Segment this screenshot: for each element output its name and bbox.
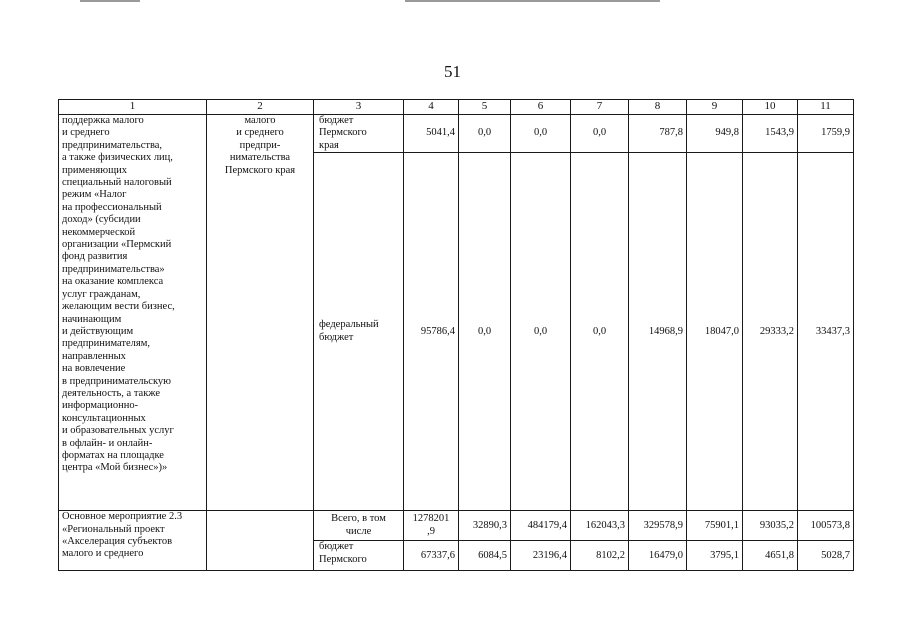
text-line: и образовательных услуг: [62, 425, 174, 437]
column-header: 9: [687, 100, 743, 115]
text-line: края: [319, 139, 339, 151]
column-header: 6: [511, 100, 571, 115]
text-line: поддержка малого: [62, 115, 144, 126]
value-cell: 1543,9: [743, 115, 798, 153]
text-line: «Акселерация субъектов: [62, 536, 173, 548]
text-line: ,9: [427, 525, 435, 537]
text-line: форматах на площадке: [62, 449, 164, 461]
value-cell: 32890,3: [459, 511, 511, 541]
text-line: на оказание комплекса: [62, 276, 164, 288]
column-header: 3: [314, 100, 404, 115]
responsible-executor-cell: [207, 511, 314, 571]
text-line: применяющих: [62, 164, 128, 176]
value-cell: 0,0: [511, 153, 571, 511]
text-line: консультационных: [62, 412, 146, 424]
text-line: Пермского: [319, 553, 367, 565]
scan-artifact-line: [80, 0, 140, 2]
value-cell: [404, 511, 459, 541]
value-cell: 0,0: [459, 115, 511, 153]
text-line: Всего, в том: [331, 513, 386, 525]
value-cell: 162043,3: [571, 511, 629, 541]
funding-source-cell: [314, 115, 404, 153]
text-line: бюджет: [319, 115, 354, 126]
column-header: 11: [798, 100, 854, 115]
table-row: [59, 115, 854, 153]
text-line: предпри-: [239, 139, 281, 151]
value-cell: 18047,0: [687, 153, 743, 511]
column-header: 7: [571, 100, 629, 115]
text-line: бюджет: [319, 331, 354, 343]
value-cell: 14968,9: [629, 153, 687, 511]
responsible-executor-cell: [207, 115, 314, 511]
column-header: 4: [404, 100, 459, 115]
value-cell: 5028,7: [798, 541, 854, 571]
text-line: и среднего: [62, 127, 110, 139]
funding-source-cell: [314, 153, 404, 511]
value-cell: 33437,3: [798, 153, 854, 511]
value-cell: 787,8: [629, 115, 687, 153]
value-cell: 95786,4: [404, 153, 459, 511]
value-cell: 949,8: [687, 115, 743, 153]
text-line: Пермского края: [224, 164, 296, 176]
text-line: бюджет: [319, 541, 354, 553]
value-cell: 4651,8: [743, 541, 798, 571]
value-cell: 329578,9: [629, 511, 687, 541]
text-line: направленных: [62, 350, 126, 362]
text-line: деятельность, а также: [62, 387, 161, 399]
table-row: [59, 511, 854, 541]
text-line: режим «Налог: [62, 189, 127, 201]
text-line: организации «Пермский: [62, 239, 172, 251]
value-cell: 75901,1: [687, 511, 743, 541]
text-line: желающим вести бизнес,: [62, 301, 175, 313]
value-cell: 0,0: [571, 115, 629, 153]
text-line: услуг гражданам,: [62, 288, 141, 300]
text-line: Пермского: [319, 127, 367, 139]
text-line: доход» (субсидии: [62, 214, 141, 226]
value-cell: 29333,2: [743, 153, 798, 511]
page-number: 51: [444, 62, 461, 81]
text-line: малого: [244, 115, 276, 126]
text-line: нимательства: [229, 152, 291, 164]
text-line: в офлайн- и онлайн-: [62, 437, 153, 449]
text-line: предпринимательства»: [62, 263, 165, 275]
text-line: а также физических лиц,: [62, 152, 173, 164]
funding-source-cell: [314, 511, 404, 541]
value-cell: 3795,1: [687, 541, 743, 571]
value-cell: 93035,2: [743, 511, 798, 541]
text-line: «Региональный проект: [62, 523, 165, 535]
text-line: на вовлечение: [62, 363, 126, 375]
scan-artifact-line: [405, 0, 660, 2]
text-line: федеральный: [319, 319, 379, 331]
value-cell: 484179,4: [511, 511, 571, 541]
budget-table: [58, 99, 854, 571]
value-cell: 16479,0: [629, 541, 687, 571]
value-cell: 0,0: [511, 115, 571, 153]
column-header: 8: [629, 100, 687, 115]
value-cell: 67337,6: [404, 541, 459, 571]
value-cell: 100573,8: [798, 511, 854, 541]
value-cell: 0,0: [459, 153, 511, 511]
text-line: Основное мероприятие 2.3: [62, 511, 183, 523]
text-line: на профессиональный: [62, 201, 162, 213]
column-header: 1: [59, 100, 207, 115]
value-cell: 0,0: [571, 153, 629, 511]
column-header: 2: [207, 100, 314, 115]
event-description-cell: [59, 115, 207, 511]
text-line: в предпринимательскую: [62, 375, 171, 387]
text-line: и среднего: [236, 127, 284, 139]
text-line: и действующим: [62, 325, 134, 337]
text-line: 1278201: [412, 513, 450, 525]
text-line: некоммерческой: [62, 226, 136, 238]
column-header: 5: [459, 100, 511, 115]
value-cell: 1759,9: [798, 115, 854, 153]
value-cell: 23196,4: [511, 541, 571, 571]
text-line: специальный налоговый: [62, 177, 172, 189]
value-cell: 6084,5: [459, 541, 511, 571]
value-cell: 8102,2: [571, 541, 629, 571]
text-line: фонд развития: [62, 251, 128, 263]
text-line: предпринимательства,: [62, 139, 163, 151]
event-description-cell: [59, 511, 207, 571]
text-line: центра «Мой бизнес»)»: [62, 462, 168, 474]
column-header: 10: [743, 100, 798, 115]
text-line: малого и среднего: [62, 548, 144, 560]
value-cell: 5041,4: [404, 115, 459, 153]
funding-source-cell: [314, 541, 404, 571]
table-header-row: [59, 100, 854, 115]
text-line: информационно-: [62, 400, 139, 412]
text-line: числе: [345, 525, 372, 537]
text-line: предпринимателям,: [62, 338, 151, 350]
text-line: начинающим: [62, 313, 122, 325]
